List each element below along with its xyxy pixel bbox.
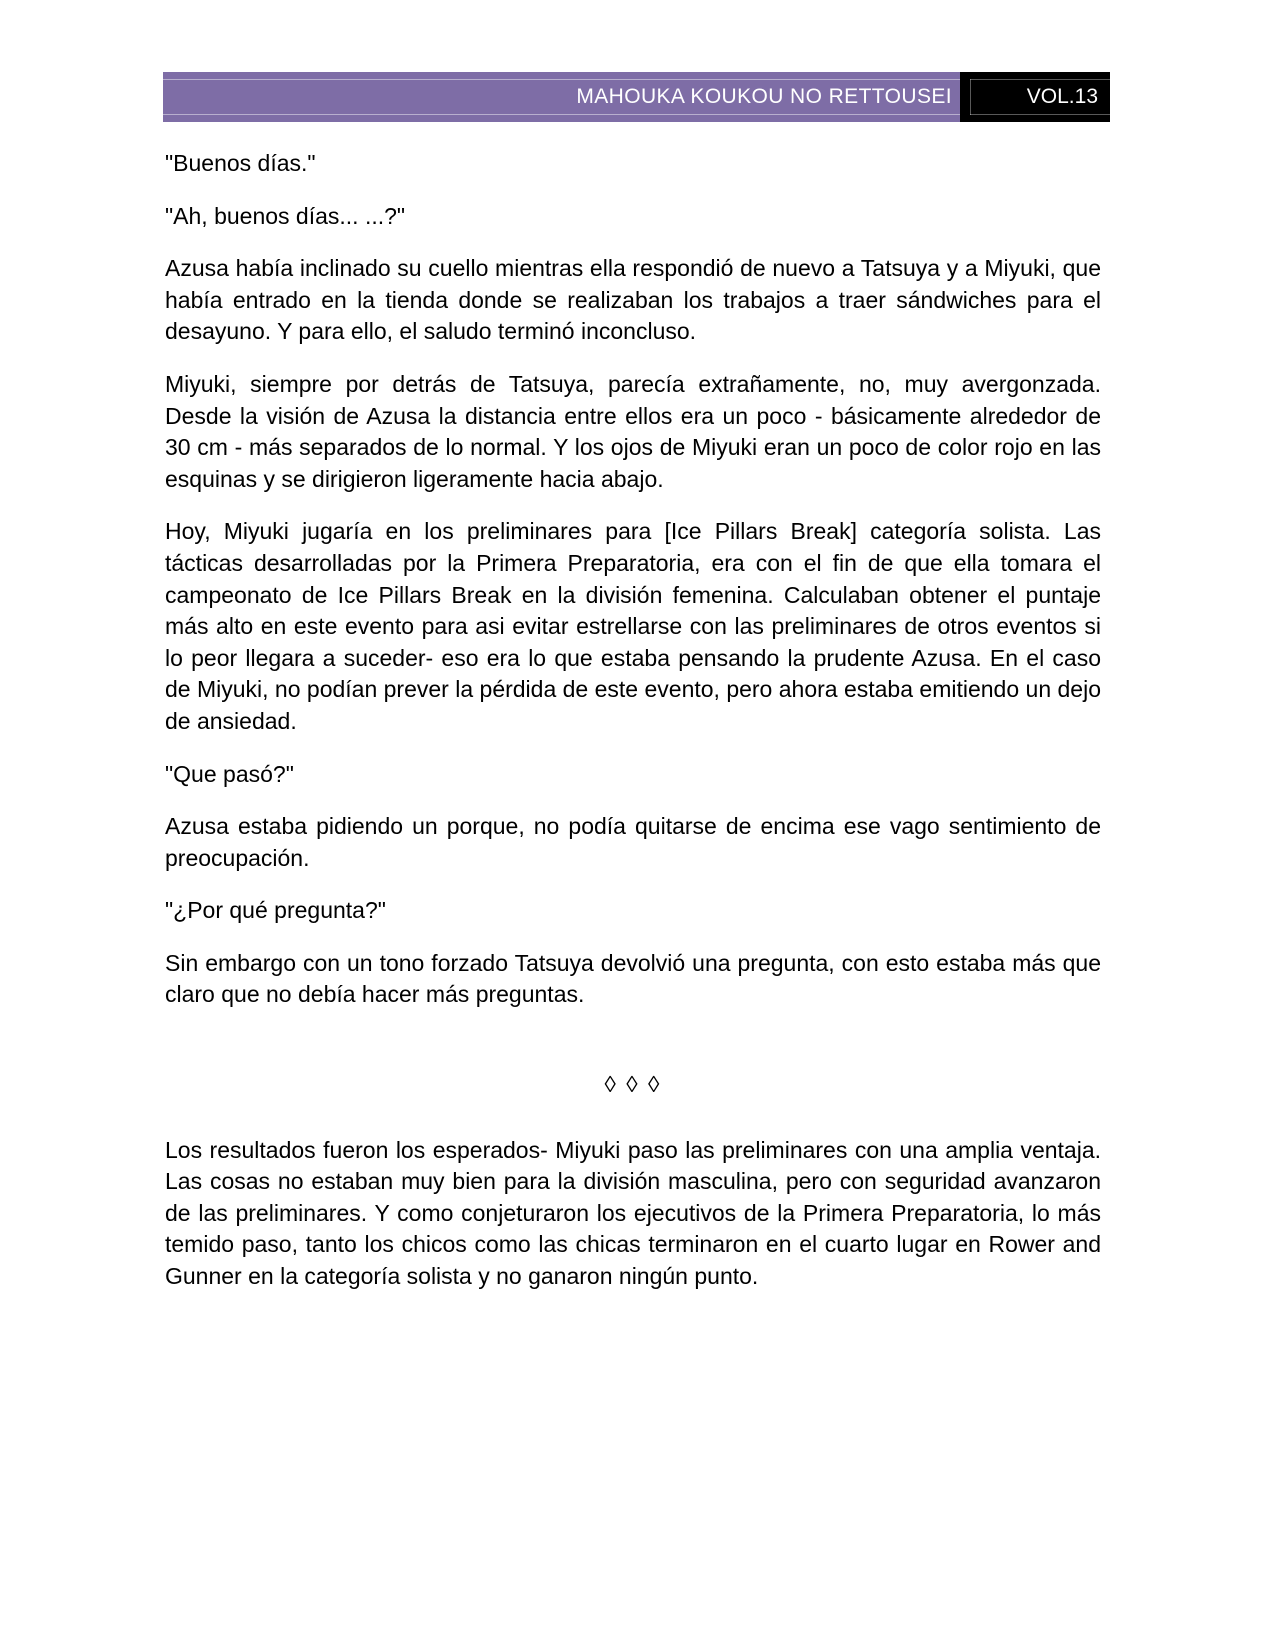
book-title: MAHOUKA KOUKOU NO RETTOUSEI xyxy=(576,85,952,108)
paragraph: Los resultados fueron los esperados- Miyuki paso las preliminares con una amplia ventaja. Las cosas no estaban muy bien para la división masculina, pero con seguridad avanzaron de las preliminares. Y como conjeturaron los ejecutivos de la Primera Preparatoria, lo más temido paso, tanto los chicos como las chicas terminaron en el cuarto lugar en Rower and Gunner en la categoría solista y no ganaron ningún punto. xyxy=(165,1136,1101,1290)
paragraph: Azusa había inclinado su cuello mientras ella respondió de nuevo a Tatsuya y a Miyuki, que había entrado en la tienda donde se realizaban los trabajos a traer sándwiches para el desayuno. Y para ello, el saludo terminó inconcluso. xyxy=(165,255,1101,345)
paragraph: Azusa estaba pidiendo un porque, no podía quitarse de encima ese vago sentimiento de preocupación. xyxy=(165,813,1101,871)
paragraph: "Ah, buenos días... ...?" xyxy=(165,202,406,229)
paragraph: "Buenos días." xyxy=(165,150,316,176)
scene-break-diamonds: ◊ ◊ ◊ xyxy=(604,1071,662,1098)
paragraph: Miyuki, siempre por detrás de Tatsuya, parecía extrañamente, no, muy avergonzada. Desde la visión de Azusa la distancia entre ellos era un poco - básicamente alrededor de 30 cm - más separados de lo normal. Y los ojos de Miyuki eran un poco de color rojo en las esquinas y se dirigieron ligeramente hacia abajo. xyxy=(165,370,1101,492)
volume-number: VOL.13 xyxy=(1026,85,1098,108)
paragraph: "Que pasó?" xyxy=(165,760,294,787)
page-body-text xyxy=(165,148,1101,1314)
volume-badge xyxy=(960,72,1110,122)
paragraph: "¿Por qué pregunta?" xyxy=(165,897,386,924)
volume-badge-inner-border xyxy=(970,79,971,115)
header-title-band xyxy=(163,72,960,122)
paragraph: Sin embargo con un tono forzado Tatsuya devolvió una pregunta, con esto estaba más que claro que no debía hacer más preguntas. xyxy=(165,949,1101,1008)
paragraph: Hoy, Miyuki jugaría en los preliminares para [Ice Pillars Break] categoría solista. Las tácticas desarrolladas por la Primera Preparatoria, era con el fin de que ella tomara el campeonato de Ice Pillars Break en la división femenina. Calculaban obtener el puntaje más alto en este evento para asi evitar estrellarse con las preliminares de otros eventos si lo peor llegara a suceder- eso era lo que estaba pensando la prudente Azusa. En el caso de Miyuki, no podían prever la pérdida de este evento, pero ahora estaba emitiendo un dejo de ansiedad. xyxy=(165,518,1101,734)
page-header-bar xyxy=(163,72,1110,122)
